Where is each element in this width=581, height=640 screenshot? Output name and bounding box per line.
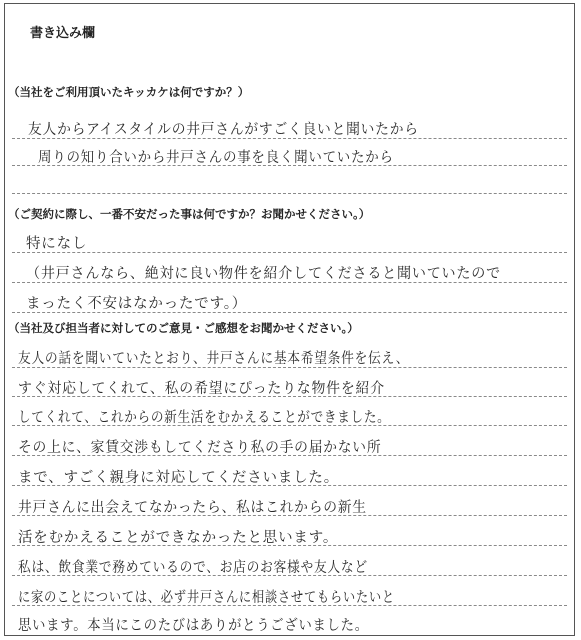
question-opinions: （当社及び担当者に対してのご意見・ご感想をお聞かせください。） <box>8 321 359 335</box>
answer-line: 特になし <box>26 236 88 252</box>
answer-line: に家のことについては、必ず井戸さんに相談させてもらいたいと <box>18 590 395 606</box>
question-how-found: （当社をご利用頂いたキッカケは何ですか？） <box>8 85 250 99</box>
answer-line: まったく不安はなかったです。） <box>26 296 248 312</box>
answer-line: 活をむかえることができなかったと思います。 <box>18 530 339 546</box>
answer-line: 友人の話を聞いていたとおり、井戸さんに基本希望条件を伝え、 <box>18 351 410 367</box>
answer-line: 周りの知り合いから井戸さんの事を良く聞いていたから <box>38 150 394 166</box>
form-title: 書き込み欄 <box>30 26 96 41</box>
answer-line: してくれて、これからの新生活をむかえることができました。 <box>18 410 391 426</box>
answer-line: その上に、家賃交渉もしてくださり私の手の届かない所 <box>18 440 382 456</box>
answer-rule <box>12 252 567 253</box>
answer-line: 私は、飲食業で務めているので、お店のお客様や友人など <box>18 560 368 576</box>
question-biggest-worry: （ご契約に際し、一番不安だった事は何ですか？お聞かせください。） <box>8 207 371 221</box>
answer-line: 思います。本当にこのたびはありがとうございました。 <box>18 618 369 634</box>
answer-line: すぐ対応してくれて、私の希望にぴったりな物件を紹介 <box>18 381 385 397</box>
answer-line: （井戸さんなら、絶対に良い物件を紹介してくださると聞いていたので <box>26 266 501 282</box>
answer-line: 井戸さんに出会えてなかったら、私はこれからの新生 <box>18 500 367 516</box>
answer-line: まで、すごく親身に対応してくださいました。 <box>18 470 340 486</box>
answer-line: 友人からアイスタイルの井戸さんがすごく良いと聞いたから <box>28 122 419 138</box>
answer-rule <box>12 193 567 194</box>
